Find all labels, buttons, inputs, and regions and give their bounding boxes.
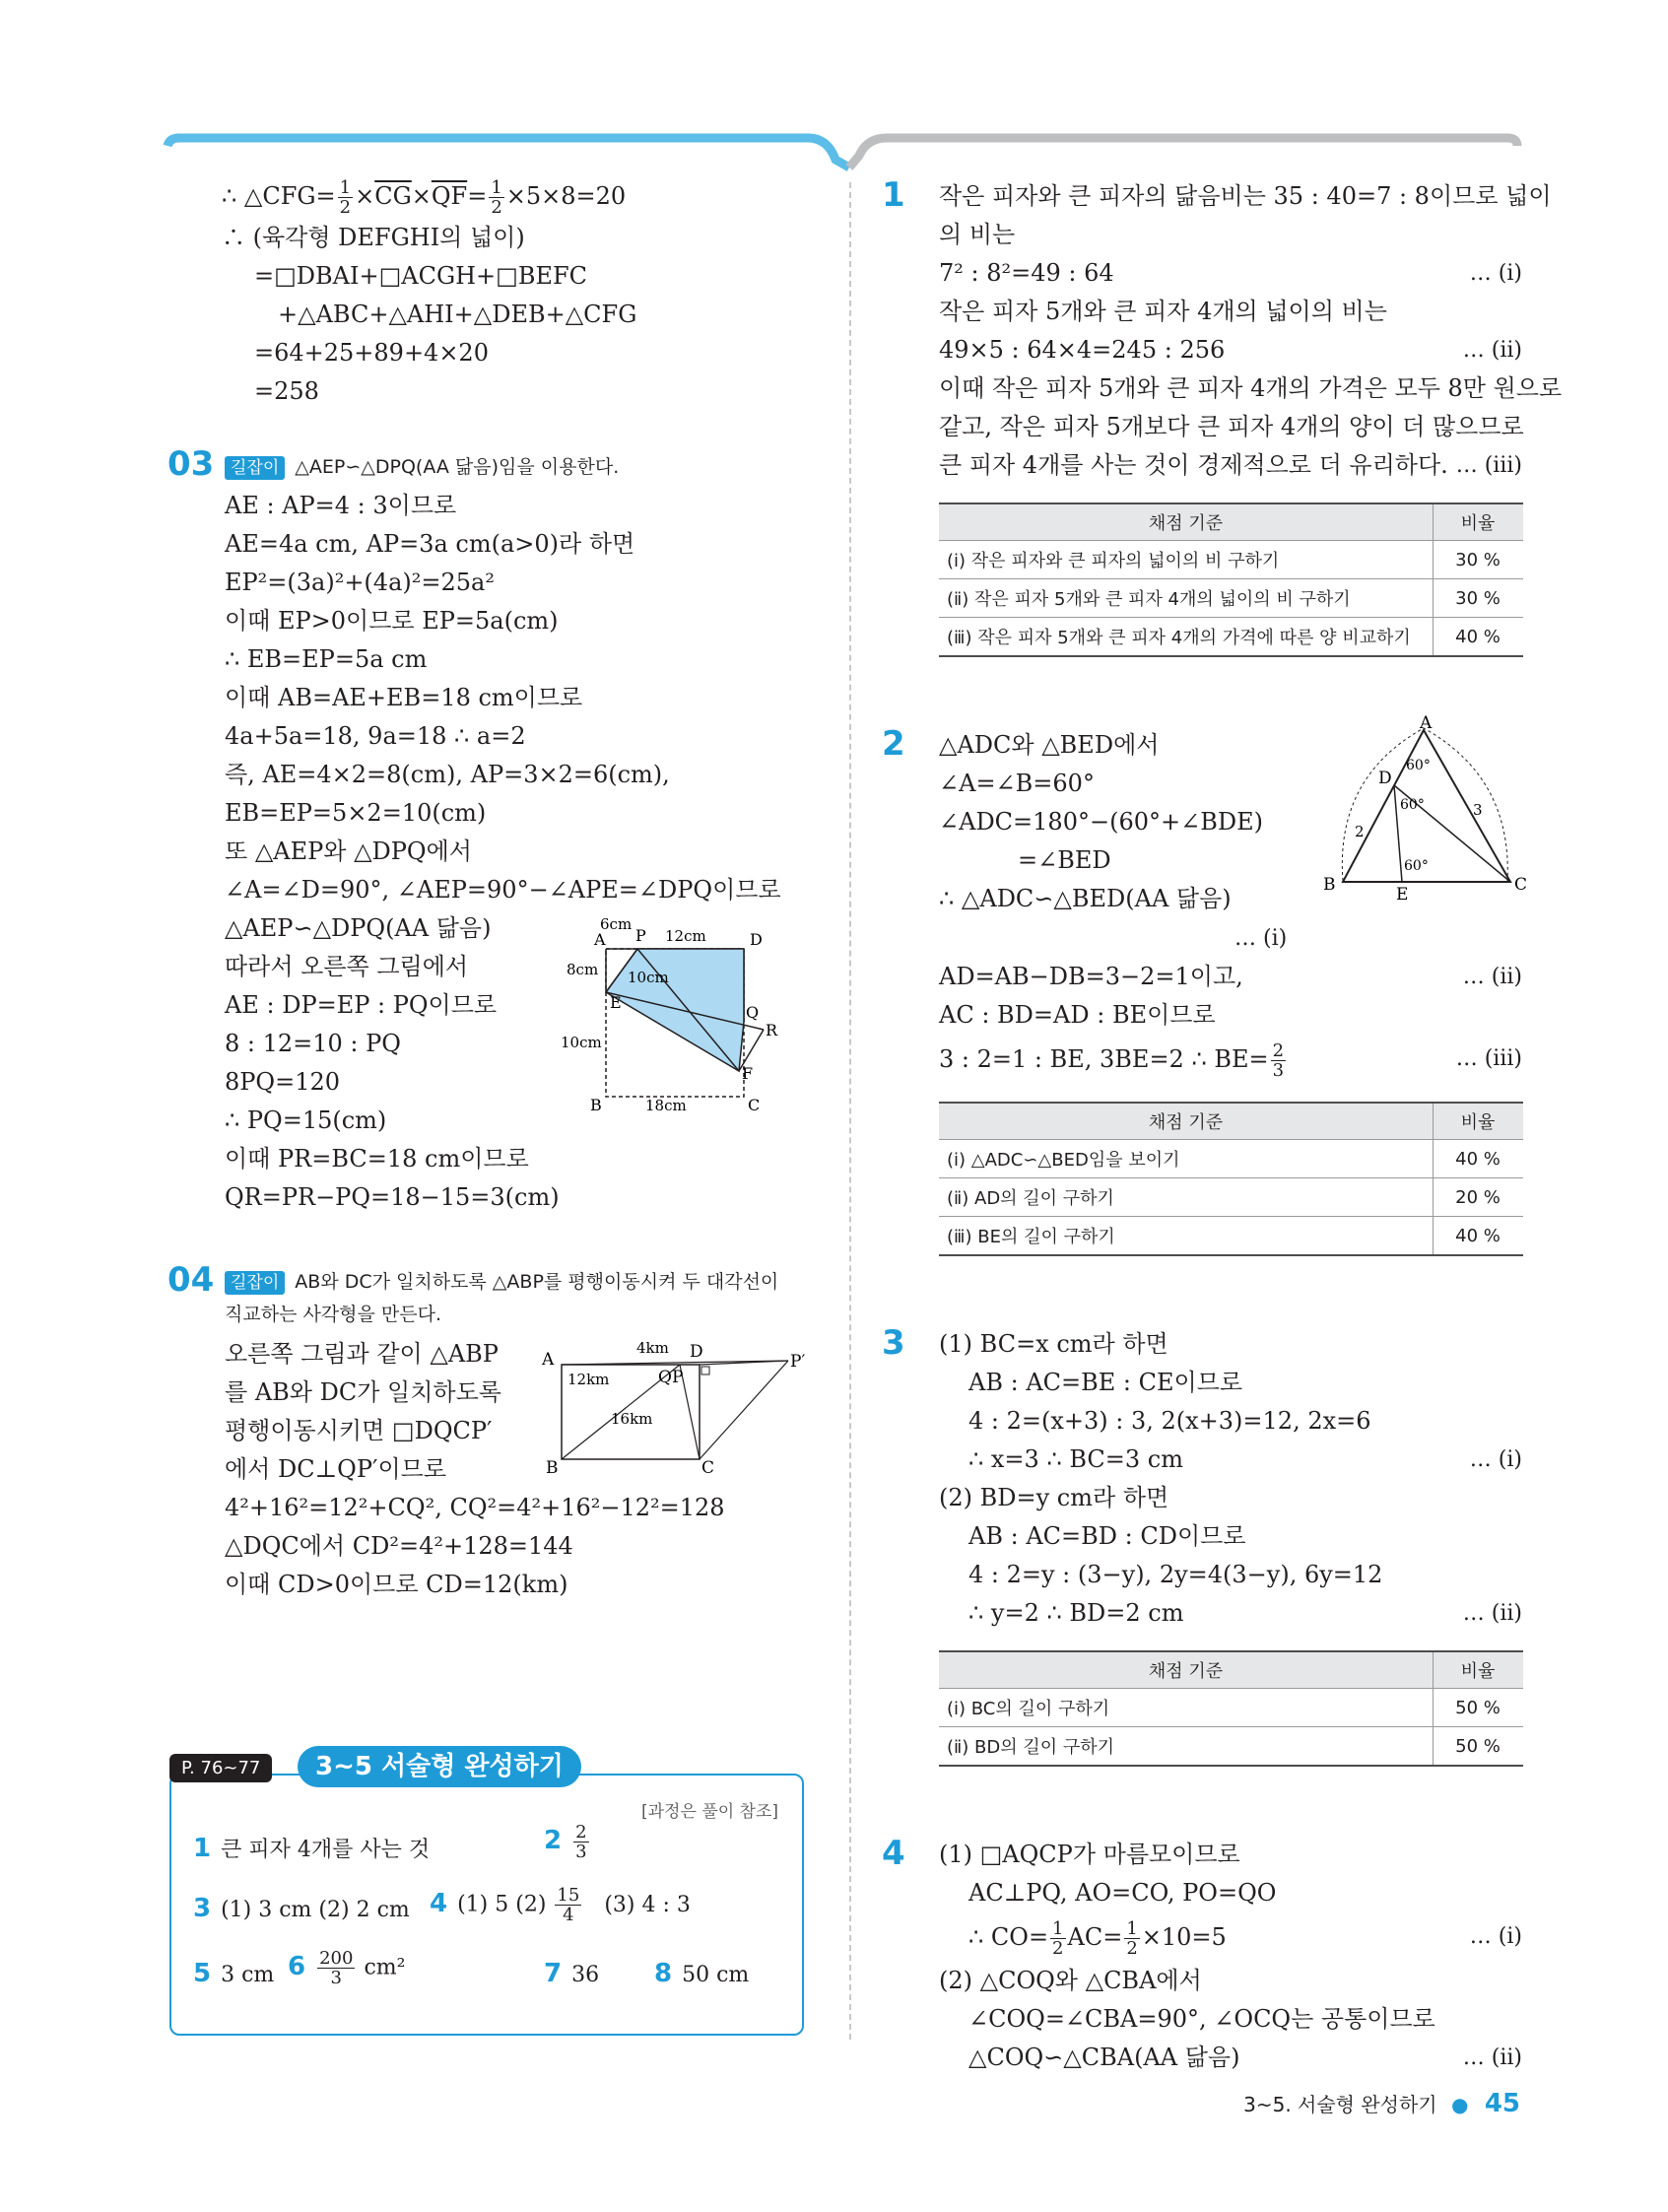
table-row: (ⅲ) BE의 길이 구하기 40 %	[939, 1217, 1523, 1256]
table-row: (ⅰ) △ADC∽△BED임을 보이기 40 %	[939, 1140, 1523, 1178]
label-E: E	[1396, 885, 1409, 905]
label-E: E	[610, 993, 622, 1012]
solution-line: △COQ∽△CBA(AA 닮음) … (ⅱ)	[968, 2044, 1522, 2071]
page-footer: 3~5. 서술형 완성하기 ● 45	[1243, 2089, 1520, 2118]
answer-8: 8 50 cm	[654, 1959, 750, 1988]
solution-line: ∠A=∠D=90°, ∠AEP=90°−∠APE=∠DPQ이므로	[225, 876, 781, 904]
label-D: D	[1378, 769, 1392, 788]
table-row: (ⅰ) 작은 피자와 큰 피자의 넓이의 비 구하기 30 %	[939, 541, 1523, 579]
label-F: F	[742, 1064, 754, 1083]
solution-line: 즉, AE=4×2=8(cm), AP=3×2=6(cm),	[225, 761, 670, 788]
solution-line: 8PQ=120	[225, 1068, 341, 1096]
solution-line: 작은 피자와 큰 피자의 닮음비는 35 : 40=7 : 8이므로 넓이	[939, 182, 1552, 210]
solution-line: EB=EP=5×2=10(cm)	[225, 799, 487, 827]
top-decor-bar	[0, 0, 1668, 168]
problem-number: 04	[167, 1260, 215, 1300]
len-18cm: 18cm	[645, 1097, 687, 1114]
hint-text: AB와 DC가 일치하도록 △ABP를 평행이동시켜 두 대각선이	[295, 1271, 779, 1293]
answer-3: 3 (1) 3 cm (2) 2 cm	[193, 1894, 410, 1923]
solution-line: ∴ EB=EP=5a cm	[225, 645, 428, 673]
solution-line: 이때 EP>0이므로 EP=5a(cm)	[225, 607, 559, 635]
solution-line: 를 AB와 DC가 일치하도록	[225, 1378, 501, 1406]
solution-line: ∴ CO= $\frac{1}{2}$ AC= $\frac{1}{2}$ ×10=5 … (ⅰ)	[968, 1918, 1522, 1959]
angle-60-a: 60°	[1406, 758, 1431, 773]
grading-table: 채점 기준 비율 (ⅰ) BC의 길이 구하기 50 % (ⅱ) BD의 길이 구하기 50 %	[939, 1650, 1523, 1767]
grading-table: 채점 기준 비율 (ⅰ) △ADC∽△BED임을 보이기 40 % (ⅱ) AD의 길이 구하기 20 % (ⅲ) BE의 길이 구하기 40 %	[939, 1102, 1523, 1256]
label-R: R	[766, 1021, 778, 1039]
hint-text: 직교하는 사각형을 만든다.	[225, 1304, 442, 1325]
table-row: (ⅱ) BD의 길이 구하기 50 %	[939, 1727, 1523, 1767]
hint-text: △AEP∽△DPQ(AA 닮음)임을 이용한다.	[295, 456, 620, 478]
label-A: A	[594, 930, 606, 949]
len-6cm: 6cm	[600, 915, 633, 933]
reference-note: [과정은 풀이 참조]	[640, 1802, 778, 1822]
label-B: B	[590, 1096, 602, 1114]
answer-4: 4 (1) 5 (2) $\frac{15}{4}$ (3) 4 : 3	[430, 1885, 691, 1925]
column-divider	[849, 182, 851, 2040]
left-column	[167, 177, 818, 1604]
solution-line: QR=PR−PQ=18−15=3(cm)	[225, 1183, 560, 1211]
solution-line: 작은 피자 5개와 큰 피자 4개의 넓이의 비는	[939, 298, 1387, 325]
label-P: P	[635, 926, 646, 945]
label-Q: Q	[658, 1368, 672, 1387]
solution-line: 평행이동시키면 □DQCP′	[225, 1417, 493, 1444]
page-number: 45	[1484, 2089, 1520, 2118]
solution-line: AE=4a cm, AP=3a cm(a>0)라 하면	[225, 530, 635, 558]
solution-line: AE : DP=EP : PQ이므로	[225, 991, 498, 1019]
right-column	[882, 175, 1563, 2077]
solution-line: 또 △AEP와 △DPQ에서	[225, 838, 472, 865]
triangle-figure	[1315, 713, 1532, 905]
label-A: A	[1420, 713, 1433, 733]
answer-5: 5 3 cm	[193, 1959, 275, 1988]
solution-line: AE : AP=4 : 3이므로	[225, 492, 457, 519]
solution-line: 의 비는	[939, 221, 1016, 248]
table-row: (ⅲ) 작은 피자 5개와 큰 피자 4개의 가격에 따른 양 비교하기 40 %	[939, 618, 1523, 657]
cont-line: +△ABC+△AHI+△DEB+△CFG	[278, 301, 637, 328]
folded-rectangle-figure	[561, 913, 793, 1120]
problem-04	[167, 1260, 818, 1604]
solution-line: 같고, 작은 피자 5개보다 큰 피자 4개의 양이 더 많으므로	[939, 413, 1524, 440]
label-P: P	[672, 1368, 684, 1387]
cont-line: ∴ (육각형 DEFGHI의 넓이)	[222, 224, 525, 251]
solution-line: 이때 CD>0이므로 CD=12(km)	[225, 1571, 568, 1598]
solution-line: 이때 PR=BC=18 cm이므로	[225, 1145, 529, 1173]
solution-line: AB : AC=BD : CD이므로	[968, 1522, 1246, 1550]
problem-number: 4	[882, 1834, 905, 1873]
solution-line: ∴ y=2 ∴ BD=2 cm … (ⅱ)	[968, 1599, 1522, 1627]
table-row: (ⅰ) BC의 길이 구하기 50 %	[939, 1689, 1523, 1727]
solution-line: 따라서 오른쪽 그림에서	[225, 953, 469, 980]
solution-line: 4 : 2=y : (3−y), 2y=4(3−y), 6y=12	[968, 1561, 1383, 1588]
angle-60-e: 60°	[1404, 858, 1429, 874]
solution-line: △ADC와 △BED에서	[939, 731, 1160, 759]
solution-line: (1) □AQCP가 마름모이므로	[939, 1841, 1240, 1868]
problem-2	[882, 713, 1528, 1256]
solution-line: ∴ PQ=15(cm)	[225, 1106, 387, 1134]
side-3: 3	[1473, 801, 1483, 819]
solution-line: 49×5 : 64×4=245 : 256 … (ⅱ)	[939, 336, 1522, 364]
solution-line: =∠BED	[1018, 846, 1111, 874]
solution-line: △DQC에서 CD²=4²+128=144	[225, 1532, 573, 1560]
page-range-tag: P. 76~77	[169, 1754, 272, 1782]
problem-4	[882, 1836, 1522, 2077]
len-4km: 4km	[636, 1339, 669, 1357]
solution-line: (2) △COQ와 △CBA에서	[939, 1967, 1202, 1994]
label-P-prime: P′	[790, 1352, 806, 1372]
solution-line: 이때 AB=AE+EB=18 cm이므로	[225, 684, 583, 711]
solution-line: ∠A=∠B=60°	[939, 770, 1095, 797]
solution-line: 4 : 2=(x+3) : 3, 2(x+3)=12, 2x=6	[968, 1407, 1371, 1435]
cfg-area-line: ∴ △CFG= $\frac{1}{2}$ $\times\overline{CG}\times\overline{QF}=$ $\frac{1}{2}$ ×5×8=20	[222, 177, 627, 218]
problem-number: 2	[882, 724, 905, 764]
len-12cm: 12cm	[665, 927, 706, 945]
cont-line: =258	[254, 377, 319, 405]
solution-line: EP²=(3a)²+(4a)²=25a²	[225, 569, 495, 596]
answer-2: 2 $\frac{2}{3}$	[544, 1822, 587, 1862]
label-C: C	[1514, 875, 1528, 895]
label-B: B	[546, 1458, 559, 1478]
answer-6: 6 $\frac{200}{3}$ cm²	[288, 1948, 406, 1988]
translated-quadrilateral-figure	[532, 1335, 808, 1478]
footer-section: 3~5. 서술형 완성하기	[1243, 2093, 1437, 2116]
problem-number: 1	[882, 175, 905, 215]
problem-number: 3	[882, 1323, 905, 1363]
cont-line: =64+25+89+4×20	[254, 339, 489, 367]
len-16km: 16km	[611, 1410, 653, 1428]
table-row: (ⅱ) AD의 길이 구하기 20 %	[939, 1178, 1523, 1217]
problem-03	[167, 444, 818, 1217]
side-2: 2	[1355, 823, 1365, 840]
solution-line: 에서 DC⊥QP′이므로	[225, 1455, 446, 1483]
cont-line: =□DBAI+□ACGH+□BEFC	[254, 262, 588, 290]
solution-line: 큰 피자 4개를 사는 것이 경제적으로 더 유리하다. … (ⅲ)	[939, 451, 1522, 479]
angle-60-d: 60°	[1400, 797, 1425, 813]
answer-7: 7 36	[544, 1959, 600, 1988]
solution-line: ∴ △ADC∽△BED(AA 닮음)	[939, 885, 1232, 912]
solution-line: ∠ADC=180°−(60°+∠BDE)	[939, 808, 1263, 836]
hint-badge: 길잡이	[225, 456, 285, 480]
solution-line: AC⊥PQ, AO=CO, PO=QO	[968, 1879, 1277, 1907]
len-10cm-eb: 10cm	[561, 1034, 602, 1051]
solution-line: 오른쪽 그림과 같이 △ABP	[225, 1340, 499, 1368]
problem-1	[882, 175, 1563, 657]
table-row: (ⅱ) 작은 피자 5개와 큰 피자 4개의 넓이의 비 구하기 30 %	[939, 579, 1523, 618]
solution-line: ∠COQ=∠CBA=90°, ∠OCQ는 공통이므로	[968, 2005, 1435, 2033]
solution-line: 4a+5a=18, 9a=18 ∴ a=2	[225, 722, 526, 750]
solution-line: 3 : 2=1 : BE, 3BE=2 ∴ BE= $\frac{2}{3}$ … (ⅲ)	[939, 1040, 1522, 1081]
label-C: C	[701, 1458, 715, 1478]
solution-line: (2) BD=y cm라 하면	[939, 1484, 1169, 1511]
solution-line: AB : AC=BE : CE이므로	[968, 1369, 1243, 1396]
solution-line: AC : BD=AD : BE이므로	[939, 1001, 1216, 1029]
solution-line: (1) BC=x cm라 하면	[939, 1330, 1168, 1358]
step-mark: … (ⅰ)	[1234, 926, 1288, 951]
label-A: A	[542, 1350, 555, 1370]
solution-line: 8 : 12=10 : PQ	[225, 1030, 401, 1057]
solution-line: 7² : 8²=49 : 64 … (ⅰ)	[939, 259, 1522, 287]
label-C: C	[748, 1096, 761, 1114]
label-B: B	[1323, 875, 1336, 895]
solution-line: △AEP∽△DPQ(AA 닮음)	[225, 914, 492, 942]
label-D: D	[750, 930, 763, 949]
problem-number: 03	[167, 444, 215, 484]
solution-line: ∴ x=3 ∴ BC=3 cm … (ⅰ)	[968, 1445, 1522, 1473]
hint-badge: 길잡이	[225, 1271, 285, 1295]
problem-3	[882, 1325, 1522, 1767]
solution-line: 이때 작은 피자 5개와 큰 피자 4개의 가격은 모두 8만 원으로	[939, 374, 1563, 402]
section-title-pill: 3~5 서술형 완성하기	[298, 1746, 581, 1787]
answer-summary-box	[169, 1752, 804, 2036]
answer-1: 1 큰 피자 4개를 사는 것	[193, 1834, 431, 1863]
label-D: D	[690, 1342, 703, 1362]
grading-table: 채점 기준 비율 (ⅰ) 작은 피자와 큰 피자의 넓이의 비 구하기 30 % (ⅱ) 작은 피자 5개와 큰 피자 4개의 넓이의 비 구하기 30 % (ⅲ) 작은 피자 5개와 큰 피자 4개의 가격에 따른 양 비교하기 40 %	[939, 503, 1523, 657]
len-10cm-ep: 10cm	[628, 969, 669, 986]
label-Q: Q	[746, 1003, 760, 1022]
solution-line: 4²+16²=12²+CQ², CQ²=4²+16²−12²=128	[225, 1494, 725, 1521]
solution-line: AD=AB−DB=3−2=1이고, … (ⅱ)	[939, 963, 1522, 990]
len-12km: 12km	[567, 1371, 610, 1388]
len-8cm: 8cm	[567, 961, 599, 978]
